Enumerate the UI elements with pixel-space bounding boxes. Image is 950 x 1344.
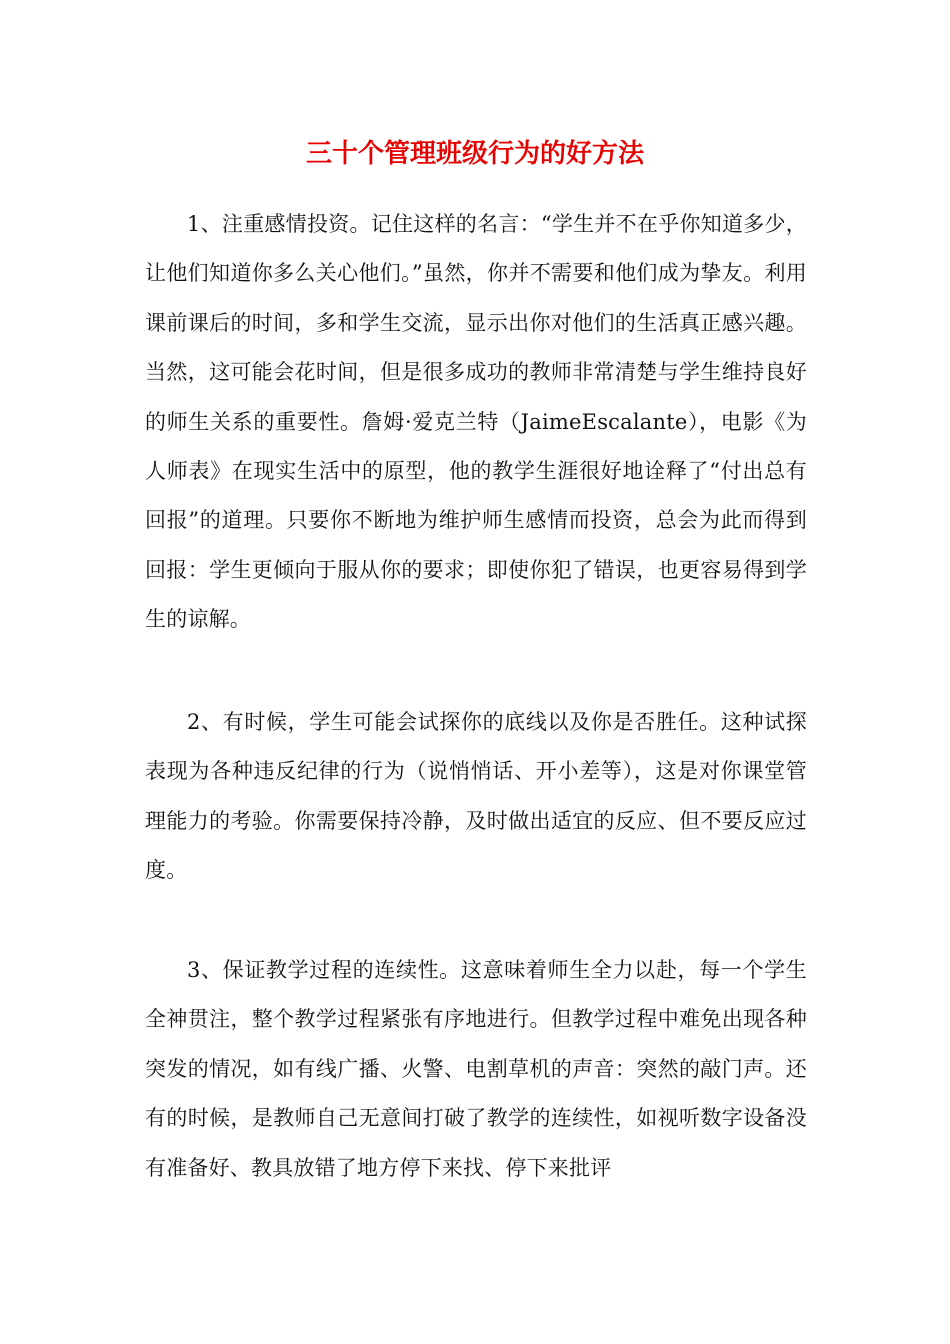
paragraph-2: 2、有时候，学生可能会试探你的底线以及你是否胜任。这种试探表现为各种违反纪律的行为（说悄悄话、开小差等），这是对你课堂管理能力的考验。你需要保持冷静，及时做出适宜的反应、但不要反应过度。 — [145, 710, 807, 883]
document-title: 三十个管理班级行为的好方法 — [305, 139, 644, 169]
paragraph-3: 3、保证教学过程的连续性。这意味着师生全力以赴，每一个学生全神贯注，整个教学过程紧张有序地进行。但教学过程中难免出现各种突发的情况，如有线广播、火警、电割草机的声音：突然的敲门声。还有的时候，是教师自己无意间打破了教学的连续性，如视听数字设备没有准备好、教具放错了地方停下来找、停下来批评 — [145, 958, 807, 1180]
paragraph-1: 1、注重感情投资。记住这样的名言：“学生并不在乎你知道多少，让他们知道你多么关心他们。”虽然，你并不需要和他们成为挚友。利用课前课后的时间，多和学生交流，显示出你对他们的生活真正感兴趣。当然，这可能会花时间，但是很多成功的教师非常清楚与学生维持良好的师生关系的重要性。詹姆·爱克兰特（JaimeEscalante），电影《为人师表》在现实生活中的原型，他的教学生涯很好地诠释了“付出总有回报”的道理。只要你不断地为维护师生感情而投资，总会为此而得到回报：学生更倾向于服从你的要求；即使你犯了错误，也更容易得到学生的谅解。 — [145, 212, 807, 632]
